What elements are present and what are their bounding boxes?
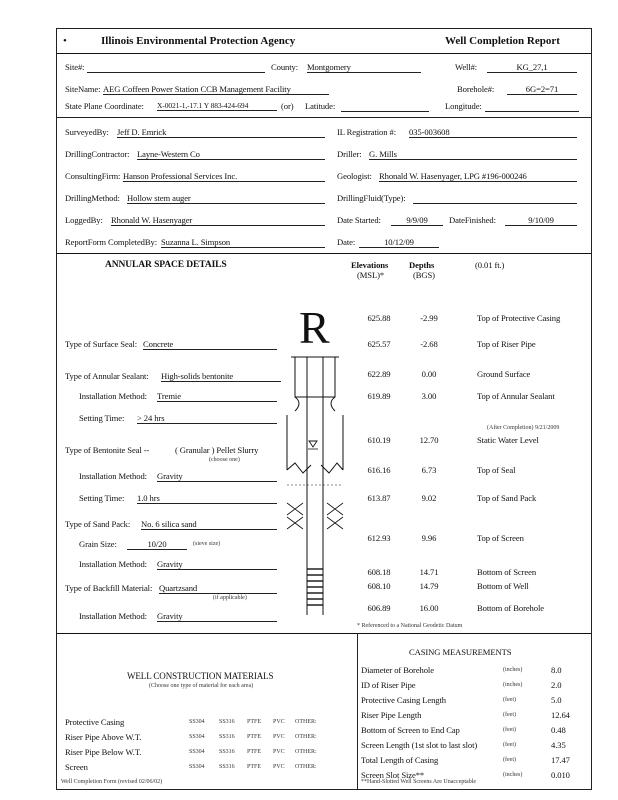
material-option[interactable]: SS316 [219, 734, 235, 740]
material-label: Screen [65, 762, 88, 772]
bottom-split [357, 633, 358, 789]
il-reg-field[interactable]: 035-003608 [409, 127, 577, 138]
material-option[interactable]: PVC [273, 734, 285, 740]
install-method-field-3[interactable]: Gravity [157, 559, 277, 570]
elevations-heading: Elevations [351, 260, 389, 270]
casing-value[interactable]: 4.35 [551, 740, 566, 750]
elevation-value: 606.89 [367, 603, 391, 613]
elevation-description: Top of Sand Pack [477, 493, 537, 503]
elevation-value: 613.87 [367, 493, 391, 503]
latitude-label: Latitude: [305, 101, 336, 111]
elevation-description: Static Water Level [477, 435, 539, 445]
unit-note: (0.01 ft.) [475, 260, 505, 270]
material-option[interactable]: SS304 [189, 719, 205, 725]
depth-value: 6.73 [421, 465, 437, 475]
material-label: Riser Pipe Above W.T. [65, 732, 142, 742]
logged-label: LoggedBy: [65, 215, 103, 225]
elevation-value: 608.18 [367, 567, 391, 577]
date-started-label: Date Started: [337, 215, 381, 225]
elevation-value: 619.89 [367, 391, 391, 401]
fluid-label: DrillingFluid(Type): [337, 193, 406, 203]
casing-label: Total Length of Casing [361, 755, 439, 765]
sand-pack-field[interactable]: No. 6 silica sand [141, 519, 277, 530]
il-reg-label: IL Registration #: [337, 127, 396, 137]
date-finished-label: DateFinished: [449, 215, 496, 225]
well-label: Well#: [455, 62, 478, 72]
annular-divider [57, 253, 591, 254]
depth-value: 16.00 [419, 603, 439, 613]
material-option[interactable]: PTFE [247, 749, 262, 755]
surface-seal-field[interactable]: Concrete [143, 339, 277, 350]
casing-value[interactable]: 2.0 [551, 680, 562, 690]
swl-note: (After Completion) 9/21/2009 [487, 425, 560, 431]
surface-seal-label: Type of Surface Seal: [65, 339, 137, 349]
install-method-field-2[interactable]: Gravity [157, 471, 277, 482]
casing-label: Screen Length (1st slot to last slot) [361, 740, 478, 750]
depth-value: -2.68 [420, 339, 438, 349]
material-option[interactable]: PTFE [247, 734, 262, 740]
material-option[interactable]: PTFE [247, 764, 262, 770]
fluid-field[interactable] [413, 193, 577, 204]
longitude-label: Longitude: [445, 101, 482, 111]
sieve-size-note: (sieve size) [193, 541, 221, 547]
bentonite-seal-label: Type of Bentonite Seal -- [65, 445, 150, 455]
protective-casing-glyph: R [299, 302, 330, 353]
date-started-field[interactable]: 9/9/09 [391, 215, 443, 226]
elevation-description: Top of Seal [477, 465, 516, 475]
date-label: Date: [337, 237, 356, 247]
depth-value: 14.79 [419, 581, 439, 591]
surveyed-by-label: SurveyedBy: [65, 127, 109, 137]
material-option[interactable]: PVC [273, 719, 285, 725]
annular-sealant-label: Type of Annular Sealant: [65, 371, 149, 381]
elevation-value: 612.93 [367, 533, 391, 543]
county-field[interactable]: Montgomery [307, 62, 421, 73]
casing-value[interactable]: 5.0 [551, 695, 562, 705]
setting-time-field-1[interactable]: > 24 hrs [137, 413, 277, 424]
backfill-field[interactable]: Quartzsand [159, 583, 277, 594]
consulting-field[interactable]: Hanson Professional Services Inc. [123, 171, 325, 182]
elevation-description: Bottom of Well [477, 581, 529, 591]
elevation-description: Top of Riser Pipe [477, 339, 536, 349]
grain-size-label: Grain Size: [79, 539, 117, 549]
depth-value: 3.00 [421, 391, 437, 401]
material-label: Protective Casing [65, 717, 125, 727]
choose-one-note: (choose one) [209, 457, 240, 463]
bentonite-seal-hatch [287, 503, 343, 529]
elevation-value: 608.10 [367, 581, 391, 591]
sand-pack-label: Type of Sand Pack: [65, 519, 131, 529]
grain-size-field[interactable]: 10/20 [127, 539, 187, 550]
well-diagram [281, 285, 351, 615]
surveyed-by-field[interactable]: Jeff D. Emrick [117, 127, 325, 138]
casing-footnote: **Hand-Slotted Well Screens Are Unacceptable [361, 779, 477, 785]
material-option[interactable]: SS316 [219, 764, 235, 770]
casing-unit: (feet) [503, 697, 516, 703]
annular-sealant-field[interactable]: High-solids bentonite [161, 371, 281, 382]
geologist-label: Geologist: [337, 171, 372, 181]
elevation-value: 625.88 [367, 313, 391, 323]
casing-label: Screen Slot Size** [361, 770, 425, 780]
bentonite-options[interactable]: ( Granular ) Pellet Slurry [175, 445, 259, 455]
depth-value: 9.02 [421, 493, 437, 503]
state-plane-field[interactable]: X-0021-1,-17.1 Y 883-424-694 [157, 101, 277, 111]
elevation-value: 610.19 [367, 435, 391, 445]
date-finished-field[interactable]: 9/10/09 [505, 215, 577, 226]
state-plane-label: State Plane Coordinate: [65, 101, 144, 111]
material-option[interactable]: SS304 [189, 734, 205, 740]
well-field[interactable]: KG_27,1 [487, 62, 577, 73]
consulting-label: ConsultingFirm: [65, 171, 121, 181]
header-divider [57, 53, 591, 54]
material-option[interactable]: SS304 [189, 749, 205, 755]
material-option[interactable]: SS316 [219, 749, 235, 755]
material-option[interactable]: OTHER: [295, 734, 317, 740]
report-by-field[interactable]: Suzanna L. Simpson [161, 237, 325, 248]
latitude-field[interactable] [341, 101, 429, 112]
elevation-description: Top of Annular Sealant [477, 391, 555, 401]
date-field[interactable]: 10/12/09 [359, 237, 439, 248]
report-title: Well Completion Report [445, 35, 560, 47]
well-completion-form [56, 28, 592, 790]
elevation-value: 616.16 [367, 465, 391, 475]
casing-value[interactable]: 17.47 [551, 755, 570, 765]
casing-unit: (feet) [503, 757, 516, 763]
material-option[interactable]: OTHER: [295, 749, 317, 755]
driller-contractor-field[interactable]: Layne-Western Co [137, 149, 325, 160]
casing-label: Bottom of Screen to End Cap [361, 725, 460, 735]
casing-heading: CASING MEASUREMENTS [409, 647, 512, 657]
material-option[interactable]: PTFE [247, 719, 262, 725]
driller-field[interactable]: G. Mills [369, 149, 577, 160]
depth-value: 12.70 [419, 435, 439, 445]
setting-time-label-2: Setting Time: [79, 493, 125, 503]
casing-unit: (inches) [503, 667, 523, 673]
or-label: (or) [281, 101, 294, 111]
driller-label: Driller: [337, 149, 362, 159]
county-label: County: [271, 62, 298, 72]
depths-heading: Depths [409, 260, 435, 270]
screen-slots [307, 569, 323, 605]
bullet-icon: • [63, 35, 67, 47]
site-label: Site#: [65, 62, 85, 72]
setting-time-field-2[interactable]: 1.0 hrs [137, 493, 277, 504]
bottom-divider [57, 633, 591, 634]
site-name-field[interactable]: AEG Coffeen Power Station CCB Management Facility [103, 84, 329, 95]
longitude-field[interactable] [485, 101, 579, 112]
material-option[interactable]: SS304 [189, 764, 205, 770]
materials-heading: WELL CONSTRUCTION MATERIALS [127, 671, 274, 681]
casing-label: ID of Riser Pipe [361, 680, 416, 690]
borehole-label: Borehole#: [457, 84, 495, 94]
elevation-value: 625.57 [367, 339, 391, 349]
casing-value[interactable]: 8.0 [551, 665, 562, 675]
water-level-icon [309, 441, 317, 447]
driller-contractor-label: DrillingContractor: [65, 149, 130, 159]
casing-label: Riser Pipe Length [361, 710, 422, 720]
logged-field[interactable]: Rhonald W. Hasenyager [111, 215, 325, 226]
elevation-description: Top of Screen [477, 533, 524, 543]
setting-time-label-1: Setting Time: [79, 413, 125, 423]
casing-unit: (inches) [503, 682, 523, 688]
elevation-value: 622.89 [367, 369, 391, 379]
elevations-sub: (MSL)* [357, 270, 385, 280]
if-applicable-note: (if applicable) [213, 595, 247, 601]
backfill-label: Type of Backfill Material: [65, 583, 153, 593]
elevation-description: Top of Protective Casing [477, 313, 561, 323]
borehole-field[interactable]: 6G=2=71 [507, 84, 577, 95]
site-name-label: SiteName: [65, 84, 101, 94]
casing-value[interactable]: 0.010 [551, 770, 570, 780]
casing-unit: (inches) [503, 772, 523, 778]
install-method-label-3: Installation Method: [79, 559, 147, 569]
depths-sub: (BGS) [413, 270, 435, 280]
casing-label: Protective Casing Length [361, 695, 446, 705]
material-option[interactable]: OTHER: [295, 719, 317, 725]
casing-value[interactable]: 0.48 [551, 725, 566, 735]
material-option[interactable]: PVC [273, 764, 285, 770]
material-option[interactable]: OTHER: [295, 764, 317, 770]
material-label: Riser Pipe Below W.T. [65, 747, 142, 757]
elevation-description: Bottom of Borehole [477, 603, 544, 613]
method-field[interactable]: Hollow stem auger [127, 193, 325, 204]
install-method-field-4[interactable]: Gravity [157, 611, 277, 622]
casing-unit: (feet) [503, 727, 516, 733]
depth-value: 0.00 [421, 369, 437, 379]
install-method-field-1[interactable]: Tremie [157, 391, 277, 402]
materials-subheading: (Choose one type of material for each area) [149, 683, 254, 689]
agency-title: Illinois Environmental Protection Agency [101, 35, 296, 47]
install-method-label-2: Installation Method: [79, 471, 147, 481]
casing-unit: (feet) [503, 742, 516, 748]
method-label: DrillingMethod: [65, 193, 120, 203]
casing-unit: (feet) [503, 712, 516, 718]
material-option[interactable]: PVC [273, 749, 285, 755]
form-footer: Well Completion Form (revised 02/06/02) [61, 779, 163, 785]
elevation-footnote: * Referenced to a National Geodetic Datum [357, 623, 463, 629]
depth-value: 9.96 [421, 533, 437, 543]
casing-label: Diameter of Borehole [361, 665, 434, 675]
geologist-field[interactable]: Rhonald W. Hasenyager, LPG #196-000246 [379, 171, 577, 182]
section-divider [57, 117, 591, 118]
casing-value[interactable]: 12.64 [551, 710, 570, 720]
material-option[interactable]: SS316 [219, 719, 235, 725]
depth-value: 14.71 [419, 567, 439, 577]
report-by-label: ReportForm CompletedBy: [65, 237, 157, 247]
depth-value: -2.99 [420, 313, 438, 323]
elevation-description: Bottom of Screen [477, 567, 537, 577]
site-number-field[interactable] [87, 62, 265, 73]
elevation-description: Ground Surface [477, 369, 531, 379]
annular-heading: ANNULAR SPACE DETAILS [105, 260, 227, 270]
install-method-label-1: Installation Method: [79, 391, 147, 401]
install-method-label-4: Installation Method: [79, 611, 147, 621]
